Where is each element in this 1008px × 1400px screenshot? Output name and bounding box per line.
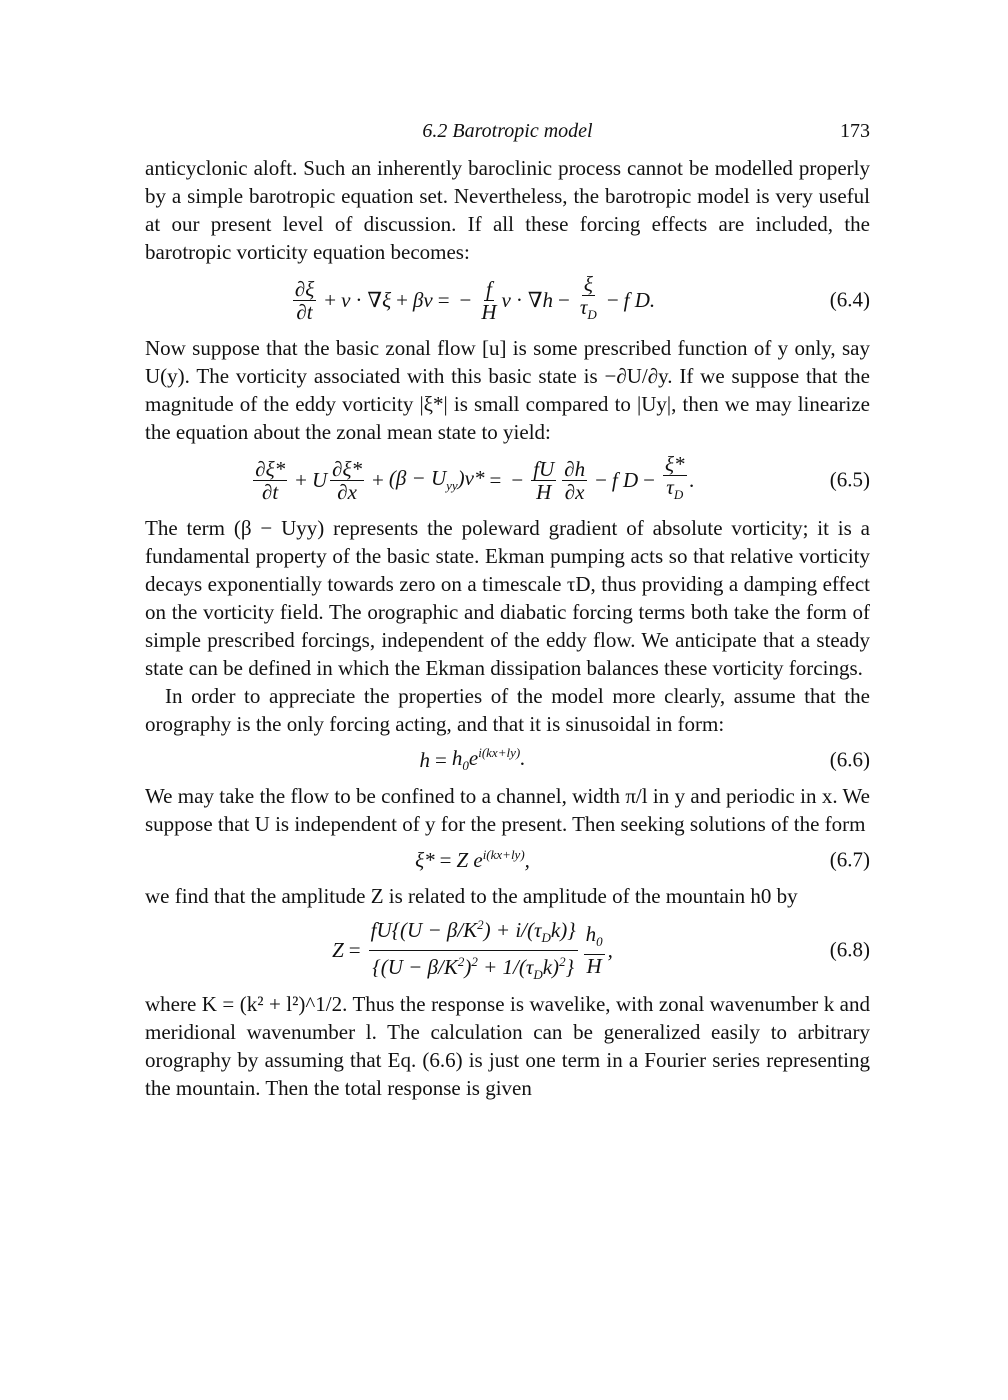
equation-number: (6.7)	[829, 847, 870, 872]
equation-6-4-formula: $\frac{\partial\xi}{\partial t}$ + v · ∇ ξ + βv = − $\frac{f}{H}$ v · ∇ h − $\frac{\xi}{\tau_D}$ − f D.	[294, 272, 656, 324]
equation-6-7-formula: ξ* = Z $e^{i(kx+ly)}$,	[415, 847, 530, 872]
paragraph-7: where K = (k² + l²)^1/2. Thus the response is wavelike, with zonal wavenumber k and meridional wavenumber l. The calculation can be generalized easily to arbitrary orography by assuming that Eq. (6.6) is just one term in a Fourier series representing the mountain. Then the total response is given	[145, 992, 870, 1100]
equation-6-6	[145, 738, 870, 782]
paragraph-3: The term (β − Uyy) represents the poleward gradient of absolute vorticity; it is a fundamental property of the basic state. Ekman pumping acts so that relative vorticity decays exponentially towards zero on a timescale τD, thus providing a damping effect on the vorticity field. The orographic and diabatic forcing terms both take the form of simple prescribed forcings, independent of the eddy flow. We anticipate that a steady state can be defined in which the Ekman dissipation balances these vorticity forcings.	[145, 516, 870, 680]
paragraph-5: We may take the flow to be confined to a channel, width π/l in y and periodic in x. We suppose that U is independent of y for the present. Then seeking solutions of the form	[145, 784, 870, 836]
section-title: 6.2 Barotropic model	[422, 120, 593, 142]
equation-number: (6.5)	[829, 467, 870, 492]
equation-6-8	[145, 910, 870, 990]
equation-number: (6.4)	[829, 287, 870, 312]
equation-6-6-formula: h = $h_0e^{i(kx+ly)}$.	[419, 745, 526, 774]
page-number: 173	[840, 120, 870, 142]
equation-6-8-formula: Z = $\frac{fU\{(U - \beta/K^2) + i/(\tau_Dk)\}}{\{(U - \beta/K^2)^2 + 1/(\tau_Dk)^2\}}$ $\frac{h_0}{H}$ ,	[145, 910, 800, 990]
equation-6-7	[145, 838, 870, 882]
paragraph-4: In order to appreciate the properties of the model more clearly, assume that the orography is the only forcing acting, and that it is sinusoidal in form:	[145, 684, 870, 736]
equation-number: (6.6)	[829, 747, 870, 772]
equation-6-5-formula: $\frac{\partial\xi*}{\partial t}$ + U $\frac{\partial\xi*}{\partial x}$ + $(\beta - U_{yy})v*$ = − $\frac{fU}{H}$ $\frac{\partial h}{\partial x}$ − f D − $\frac{\xi*}{\tau_D}$ .	[255, 452, 695, 504]
paragraph-6: we find that the amplitude Z is related to the amplitude of the mountain h0 by	[145, 884, 798, 908]
running-header	[145, 120, 870, 154]
paragraph-1: anticyclonic aloft. Such an inherently baroclinic process cannot be modelled properly by a simple barotropic equation set. Nevertheless, the barotropic model is very useful at our present level of discussion. If all these forcing effects are included, the barotropic vorticity equation becomes:	[145, 156, 870, 264]
equation-number: (6.8)	[829, 937, 870, 962]
equation-6-5	[145, 446, 870, 514]
paragraph-2: Now suppose that the basic zonal flow [u] is some prescribed function of y only, say U(y). The vorticity associated with this basic state is −∂U/∂y. If we suppose that the magnitude of the eddy vorticity |ξ*| is small compared to |Uy|, then we may linearize the equation about the zonal mean state to yield:	[145, 336, 870, 444]
page	[145, 120, 870, 1102]
equation-6-4	[145, 266, 870, 334]
